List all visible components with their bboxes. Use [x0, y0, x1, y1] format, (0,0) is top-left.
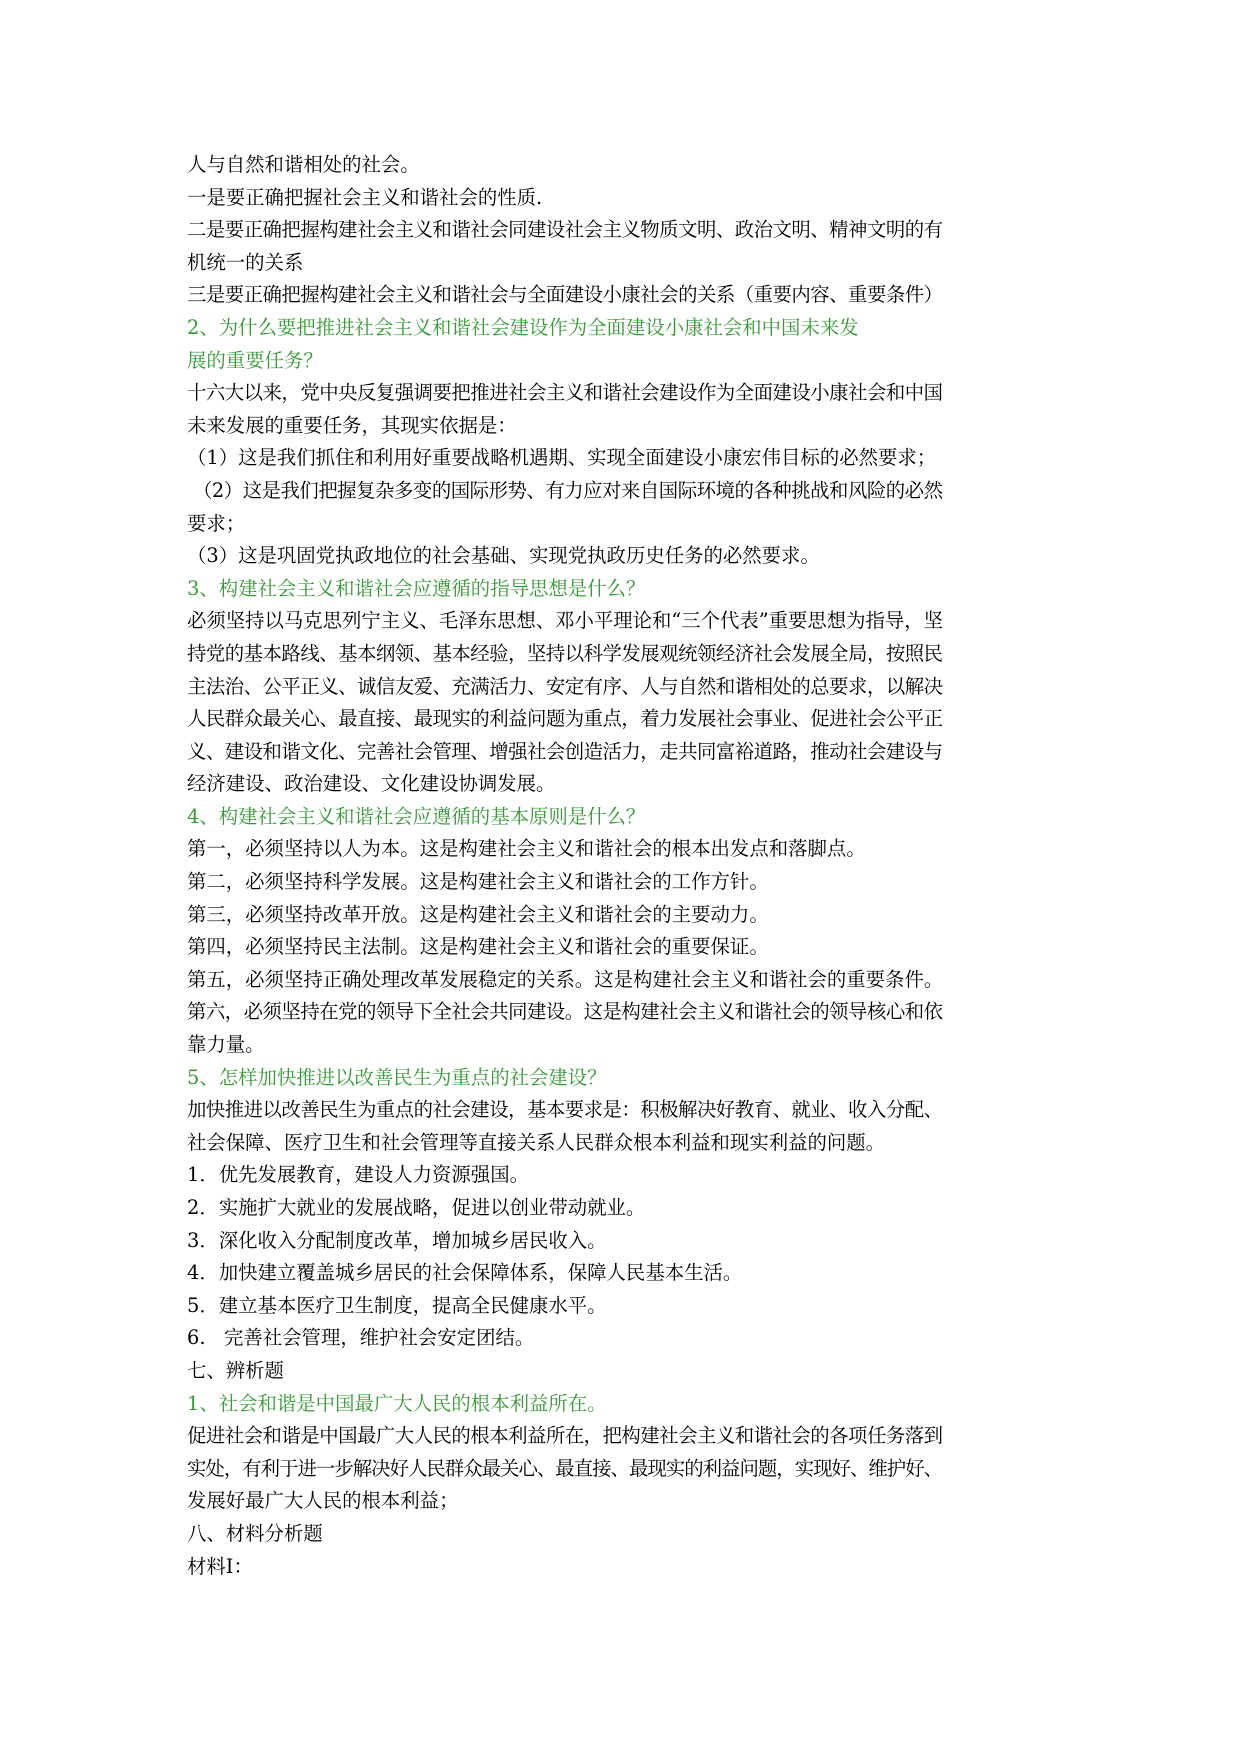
- text-line: 经济建设、政治建设、文化建设协调发展。: [187, 772, 556, 796]
- text-line: 必须坚持以马克思列宁主义、毛泽东思想、邓小平理论和“三个代表”重要思想为指导，坚: [187, 609, 942, 633]
- text-line: 靠力量。: [187, 1033, 265, 1057]
- section-heading: 七、辨析题: [187, 1358, 284, 1382]
- list-item: （2）这是我们把握复杂多变的国际形势、有力应对来自国际环境的各种挑战和风险的必然: [193, 478, 942, 502]
- list-item: 第四，必须坚持民主法制。这是构建社会主义和谐社会的重要保证。: [187, 935, 769, 959]
- text-line: 主法治、公平正义、诚信友爱、充满活力、安定有序、人与自然和谐相处的总要求，以解决: [187, 674, 942, 698]
- text-line: 三是要正确把握构建社会主义和谐社会与全面建设小康社会的关系（重要内容、重要条件）: [187, 283, 942, 307]
- text-line: 二是要正确把握构建社会主义和谐社会同建设社会主义物质文明、政治文明、精神文明的有: [187, 218, 942, 242]
- text-line: 义、建设和谐文化、完善社会管理、增强社会创造活力，走共同富裕道路，推动社会建设与: [187, 739, 942, 763]
- question-heading: 5、怎样加快推进以改善民生为重点的社会建设？: [187, 1065, 607, 1089]
- text-line: 未来发展的重要任务，其现实依据是：: [187, 413, 517, 437]
- material-label: 材料Ⅰ：: [187, 1554, 253, 1578]
- text-line: 人与自然和谐相处的社会。: [187, 153, 420, 176]
- list-item: 第三，必须坚持改革开放。这是构建社会主义和谐社会的主要动力。: [187, 902, 769, 926]
- list-item: 第五，必须坚持正确处理改革发展稳定的关系。这是构建社会主义和谐社会的重要条件。: [187, 967, 944, 991]
- question-heading: 1、社会和谐是中国最广大人民的根本利益所在。: [187, 1391, 607, 1415]
- text-line: 加快推进以改善民生为重点的社会建设，基本要求是：积极解决好教育、就业、收入分配、: [187, 1098, 942, 1122]
- text-line: 要求；: [187, 511, 246, 535]
- document-body: [187, 149, 942, 1583]
- text-line: 机统一的关系: [187, 250, 304, 274]
- question-heading: 4、构建社会主义和谐社会应遵循的基本原则是什么？: [187, 804, 646, 828]
- list-item: 2．实施扩大就业的发展战略，促进以创业带动就业。: [187, 1196, 646, 1219]
- list-item: 3．深化收入分配制度改革，增加城乡居民收入。: [187, 1228, 607, 1252]
- list-item: 第二，必须坚持科学发展。这是构建社会主义和谐社会的工作方针。: [187, 870, 769, 894]
- list-item: （1）这是我们抓住和利用好重要战略机遇期、实现全面建设小康宏伟目标的必然要求；: [187, 446, 937, 470]
- list-item: 第一，必须坚持以人为本。这是构建社会主义和谐社会的根本出发点和落脚点。: [187, 837, 866, 861]
- text-line: 持党的基本路线、基本纲领、基本经验，坚持以科学发展观统领经济社会发展全局，按照民: [187, 641, 942, 665]
- text-line: 实处，有利于进一步解决好人民群众最关心、最直接、最现实的利益问题，实现好、维护好、: [187, 1456, 942, 1480]
- list-item: 6. 完善社会管理，维护社会安定团结。: [187, 1326, 535, 1350]
- list-item: 第六，必须坚持在党的领导下全社会共同建设。这是构建社会主义和谐社会的领导核心和依: [187, 1000, 942, 1024]
- text-line: 发展好最广大人民的根本利益；: [187, 1489, 459, 1513]
- text-line: 十六大以来，党中央反复强调要把推进社会主义和谐社会建设作为全面建设小康社会和中国: [187, 381, 942, 405]
- list-item: 4．加快建立覆盖城乡居民的社会保障体系，保障人民基本生活。: [187, 1261, 743, 1285]
- text-line: 社会保障、医疗卫生和社会管理等直接关系人民群众根本利益和现实利益的问题。: [187, 1130, 886, 1154]
- list-item: （3）这是巩固党执政地位的社会基础、实现党执政历史任务的必然要求。: [187, 544, 820, 568]
- question-heading: 2、为什么要把推进社会主义和谐社会建设作为全面建设小康社会和中国未来发: [187, 315, 859, 339]
- question-heading: 展的重要任务？: [187, 348, 323, 372]
- text-line: 促进社会和谐是中国最广大人民的根本利益所在，把构建社会主义和谐社会的各项任务落到: [187, 1424, 942, 1448]
- section-heading: 八、材料分析题: [187, 1521, 323, 1545]
- list-item: 1．优先发展教育，建设人力资源强国。: [187, 1163, 529, 1187]
- question-heading: 3、构建社会主义和谐社会应遵循的指导思想是什么？: [187, 576, 646, 600]
- list-item: 5．建立基本医疗卫生制度，提高全民健康水平。: [187, 1293, 607, 1317]
- text-line: 一是要正确把握社会主义和谐社会的性质.: [187, 185, 543, 209]
- text-line: 人民群众最关心、最直接、最现实的利益问题为重点，着力发展社会事业、促进社会公平正: [187, 707, 942, 731]
